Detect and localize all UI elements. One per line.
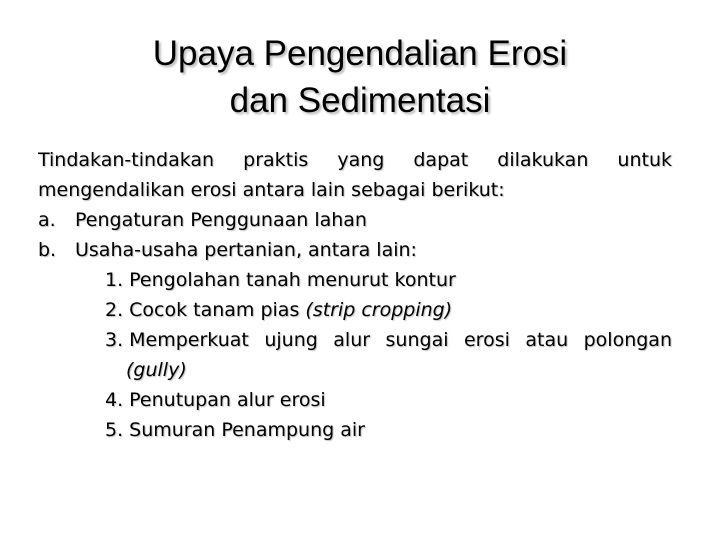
sublist-text-1: Pengolahan tanah menurut kontur [129, 269, 456, 291]
slide-body [38, 145, 672, 445]
sublist-text-2: Cocok tanam pias [129, 299, 306, 321]
list-text-a: Pengaturan Penggunaan lahan [75, 209, 367, 231]
sublist-marker-2: 2. [105, 299, 124, 321]
sublist-item-3 [105, 325, 672, 355]
sublist-text-3: Memperkuat ujung alur sungai erosi atau polongan [129, 329, 672, 351]
sublist-marker-3: 3. [105, 329, 124, 351]
sublist-text-2-wrap [129, 295, 672, 325]
sublist-text-4: Penutupan alur erosi [129, 389, 326, 411]
list-marker-a: a. [38, 209, 56, 231]
sublist-text-5: Sumuran Penampung air [129, 419, 365, 441]
title-line-1: Upaya Pengendalian Erosi [152, 34, 568, 73]
sublist-italic-2: (strip cropping) [305, 299, 453, 321]
intro-paragraph [38, 145, 672, 205]
sublist-marker-1: 1. [105, 269, 124, 291]
sublist-item-2 [105, 295, 672, 325]
sublist-marker-4: 4. [105, 389, 124, 411]
list-text-b: Usaha-usaha pertanian, antara lain: [75, 239, 417, 261]
intro-line-2: mengendalikan erosi antara lain sebagai berikut: [38, 179, 505, 201]
sublist-item-1 [105, 265, 672, 295]
list-item-a [38, 205, 672, 235]
slide-title [0, 30, 720, 124]
sublist-item-5 [105, 415, 672, 445]
title-line-2: dan Sedimentasi [229, 81, 491, 120]
sublist-item-4 [105, 385, 672, 415]
list-marker-b: b. [38, 239, 57, 261]
intro-line-1: Tindakan-tindakan praktis yang dapat dilakukan untuk [38, 149, 672, 171]
list-item-b [38, 235, 672, 265]
sublist-marker-5: 5. [105, 419, 124, 441]
sublist-italic-3: (gully) [126, 359, 187, 381]
